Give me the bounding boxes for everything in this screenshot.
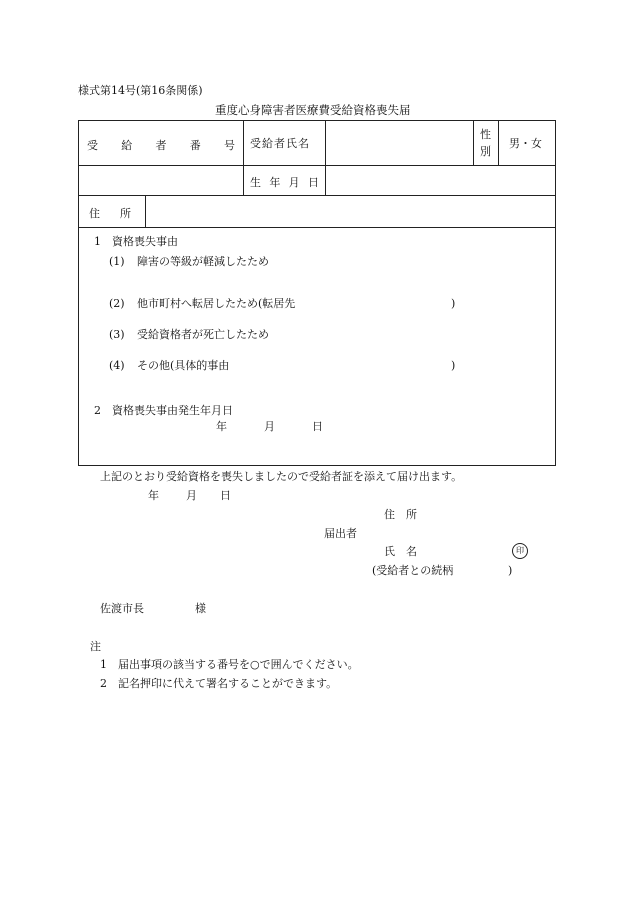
form-number: 様式第14号(第16条関係): [78, 84, 203, 97]
occurrence-month: 月: [264, 420, 275, 433]
addressee-honorific: 様: [195, 602, 206, 615]
seal-mark: 印: [512, 543, 528, 559]
recipient-number-label-cell: [78, 120, 243, 166]
relationship-label: (受給者との続柄: [372, 564, 454, 577]
reasons-section: [78, 228, 556, 466]
sex-label-line2: 別: [480, 145, 491, 158]
birthdate-label-cell: [243, 166, 325, 196]
applicant-address-label: 住 所: [384, 508, 417, 521]
reason-text: 受給資格者が死亡したため: [137, 328, 269, 341]
reason-number: (2): [109, 297, 125, 310]
reason-number: (4): [109, 359, 125, 372]
applicant-label: 届出者: [324, 527, 357, 540]
reasons-heading: 1 資格喪失事由: [94, 235, 178, 248]
occurrence-year: 年: [216, 420, 227, 433]
birthdate-field[interactable]: [325, 166, 556, 196]
reason-text: 障害の等級が軽減したため: [137, 255, 269, 268]
address-label: 住 所: [89, 207, 131, 220]
sex-options-cell[interactable]: [498, 120, 556, 166]
recipient-number-field[interactable]: [78, 166, 243, 196]
sex-options: 男・女: [509, 137, 542, 150]
addressee-mayor: 佐渡市長: [100, 602, 144, 615]
reason-text: その他(具体的事由: [137, 359, 230, 372]
recipient-name-label: 受給者氏名: [250, 137, 310, 150]
occurrence-date-heading: 2 資格喪失事由発生年月日: [94, 404, 233, 417]
reason-number: (3): [109, 328, 125, 341]
page-title: 重度心身障害者医療費受給資格喪失届: [215, 103, 411, 117]
note-item-1: 1 届出事項の該当する番号を○で囲んでください。: [100, 658, 359, 671]
sex-label-line1: 性: [480, 128, 491, 141]
applicant-name-label: 氏 名: [384, 545, 417, 558]
relationship-close-paren: ): [508, 564, 513, 577]
address-field[interactable]: [145, 196, 556, 228]
note-item-2: 2 記名押印に代えて署名することができます。: [100, 677, 338, 690]
address-label-cell: [78, 196, 145, 228]
declaration-day: 日: [220, 489, 231, 502]
notes-heading: 注: [90, 640, 101, 653]
birthdate-label: 生 年 月 日: [250, 176, 319, 189]
reason-number: (1): [109, 255, 125, 268]
recipient-name-label-cell: [243, 120, 325, 166]
recipient-name-field[interactable]: [325, 120, 473, 166]
reason-close-paren: ): [451, 359, 456, 372]
declaration-month: 月: [186, 489, 197, 502]
declaration-statement: 上記のとおり受給資格を喪失しましたので受給者証を添えて届け出ます。: [100, 470, 463, 483]
declaration-year: 年: [148, 489, 159, 502]
sex-label-cell: [473, 120, 498, 166]
reason-text: 他市町村へ転居したため(転居先: [137, 297, 296, 310]
reason-close-paren: ): [451, 297, 456, 310]
recipient-number-label: 受 給 者 番 号: [87, 139, 235, 152]
occurrence-day: 日: [312, 420, 323, 433]
